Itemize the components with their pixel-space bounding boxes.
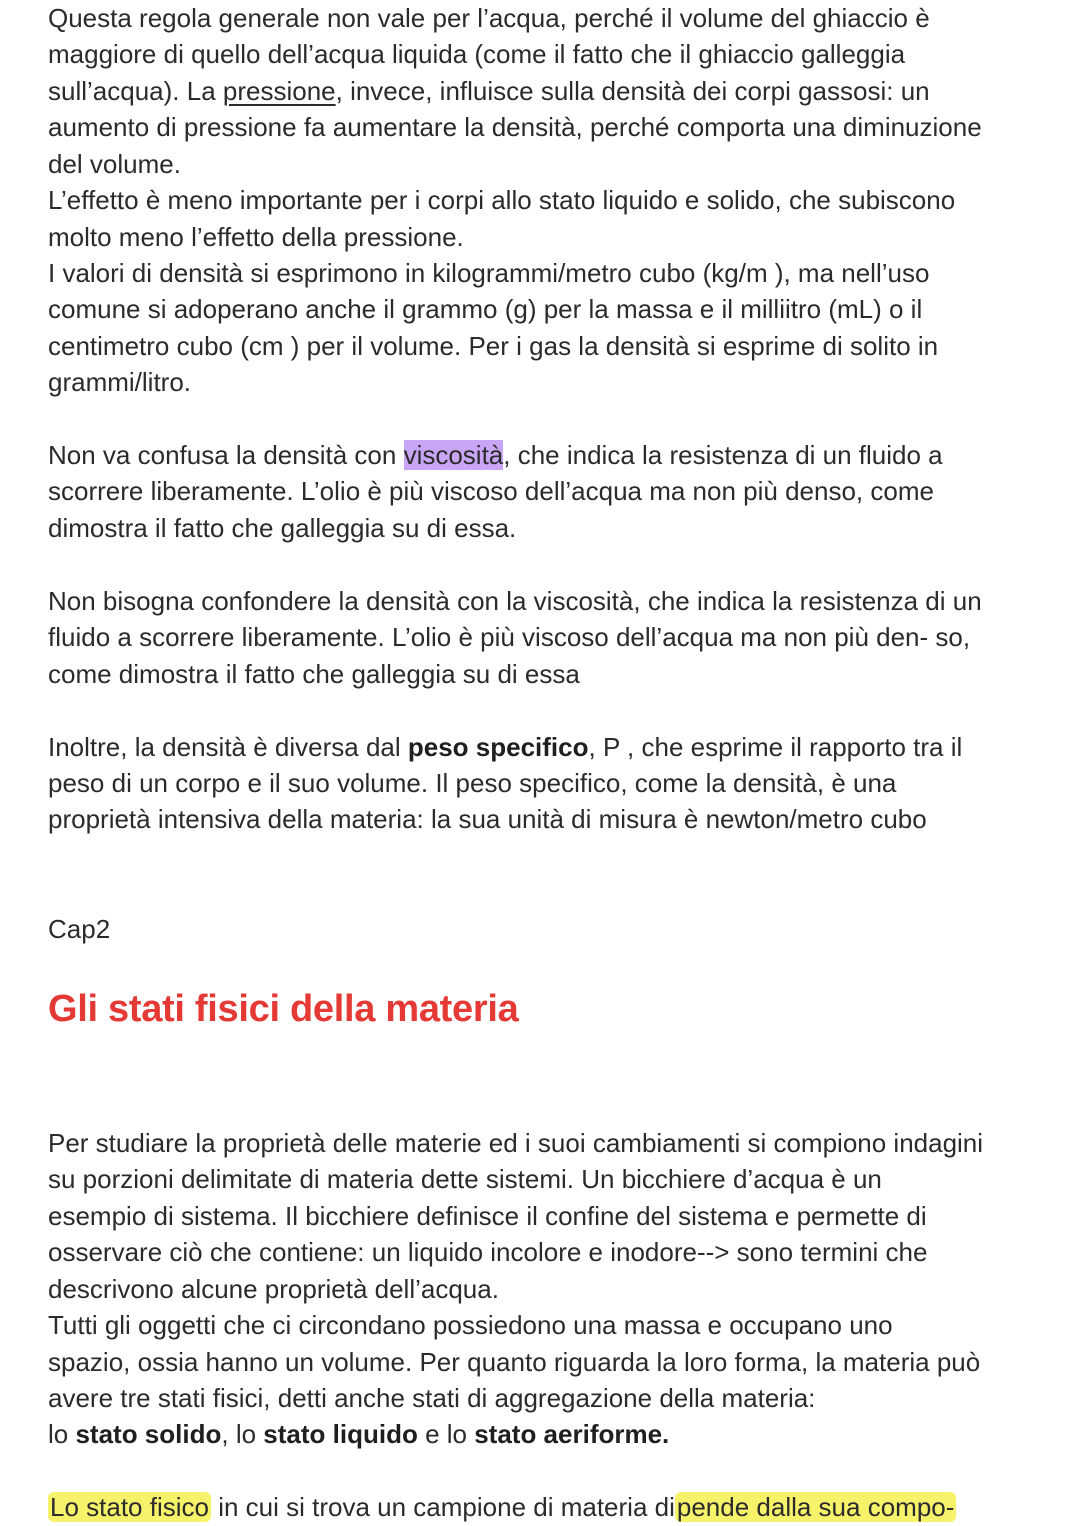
text-line: molto meno l’effetto della pressione.	[48, 222, 464, 252]
text-span: Non va confusa la densità con	[48, 440, 404, 470]
text-line: come dimostra il fatto che galleggia su di essa	[48, 659, 580, 689]
text-line: descrivono alcune proprietà dell’acqua.	[48, 1274, 499, 1304]
text-line: Tutti gli oggetti che ci circondano possiedono una massa e occupano uno	[48, 1310, 893, 1340]
text-line: spazio, ossia hanno un volume. Per quanto riguarda la loro forma, la materia può	[48, 1347, 981, 1377]
text-line	[48, 1489, 956, 1525]
text-line: esempio di sistema. Il bicchiere definisce il confine del sistema e permette di	[48, 1201, 927, 1231]
text-line: fluido a scorrere liberamente. L’olio è più viscoso dell’acqua ma non più den- so,	[48, 622, 971, 652]
highlighted-phrase: Lo stato fisico	[50, 1492, 209, 1522]
text-span: in cui si trova un campione di materia di	[210, 1492, 675, 1522]
text-line: Questa regola generale non vale per l’acqua, perché il volume del ghiaccio è	[48, 3, 930, 33]
text-line: avere tre stati fisici, detti anche stati di aggregazione della materia:	[48, 1383, 816, 1413]
bold-term-peso-specifico: peso specifico	[407, 732, 589, 762]
underlined-term-pressione: pressione	[222, 76, 336, 106]
section-title: Gli stati fisici della materia	[48, 988, 519, 1030]
text-line	[48, 437, 943, 473]
text-span: , invece, influisce sulla densità dei corpi gassosi: un	[335, 76, 930, 106]
text-span: , che indica la resistenza di un fluido a	[503, 440, 943, 470]
text-span: sull’acqua). La	[48, 76, 223, 106]
text-line: centimetro cubo (cm ) per il volume. Per i gas la densità si esprime di solito in	[48, 331, 939, 361]
text-line: comune si adoperano anche il grammo (g) per la massa e il milliitro (mL) o il	[48, 294, 923, 324]
text-line: aumento di pressione fa aumentare la densità, perché comporta una diminuzione	[48, 112, 982, 142]
text-line: Non bisogna confondere la densità con la viscosità, che indica la resistenza di un	[48, 586, 982, 616]
bold-term-stato-liquido: stato liquido	[263, 1419, 418, 1449]
text-line	[48, 73, 930, 109]
bold-term-stato-aeriforme: stato aeriforme.	[474, 1419, 670, 1449]
highlighted-term-viscosita: viscosità	[403, 440, 504, 470]
text-line: osservare ciò che contiene: un liquido incolore e inodore--> sono termini che	[48, 1237, 928, 1267]
text-line: Per studiare la proprietà delle materie ed i suoi cambiamenti si compiono indagini	[48, 1128, 984, 1158]
text-line: scorrere liberamente. L’olio è più viscoso dell’acqua ma non più denso, come	[48, 476, 934, 506]
text-span: Inoltre, la densità è diversa dal	[48, 732, 408, 762]
chapter-label: Cap2	[48, 914, 111, 944]
highlighted-phrase: pende dalla sua compo-	[676, 1492, 955, 1522]
text-line: dimostra il fatto che galleggia su di essa.	[48, 513, 517, 543]
text-line: I valori di densità si esprimono in kilogrammi/metro cubo (kg/m ), ma nell’uso	[48, 258, 930, 288]
bold-term-stato-solido: stato solido	[75, 1419, 222, 1449]
text-line: del volume.	[48, 149, 181, 179]
text-line: proprietà intensiva della materia: la sua unità di misura è newton/metro cubo	[48, 804, 927, 834]
text-span: , lo	[221, 1419, 264, 1449]
text-span: e lo	[417, 1419, 475, 1449]
text-line: peso di un corpo e il suo volume. Il peso specifico, come la densità, è una	[48, 768, 897, 798]
text-line: maggiore di quello dell’acqua liquida (come il fatto che il ghiaccio galleggia	[48, 39, 906, 69]
text-line: grammi/litro.	[48, 367, 192, 397]
text-line	[48, 729, 962, 765]
text-line	[48, 1416, 669, 1452]
text-line: su porzioni delimitate di materia dette sistemi. Un bicchiere d’acqua è un	[48, 1164, 882, 1194]
text-span: lo	[48, 1419, 76, 1449]
text-span: , P , che esprime il rapporto tra il	[588, 732, 963, 762]
text-line: L’effetto è meno importante per i corpi allo stato liquido e solido, che subiscono	[48, 185, 956, 215]
